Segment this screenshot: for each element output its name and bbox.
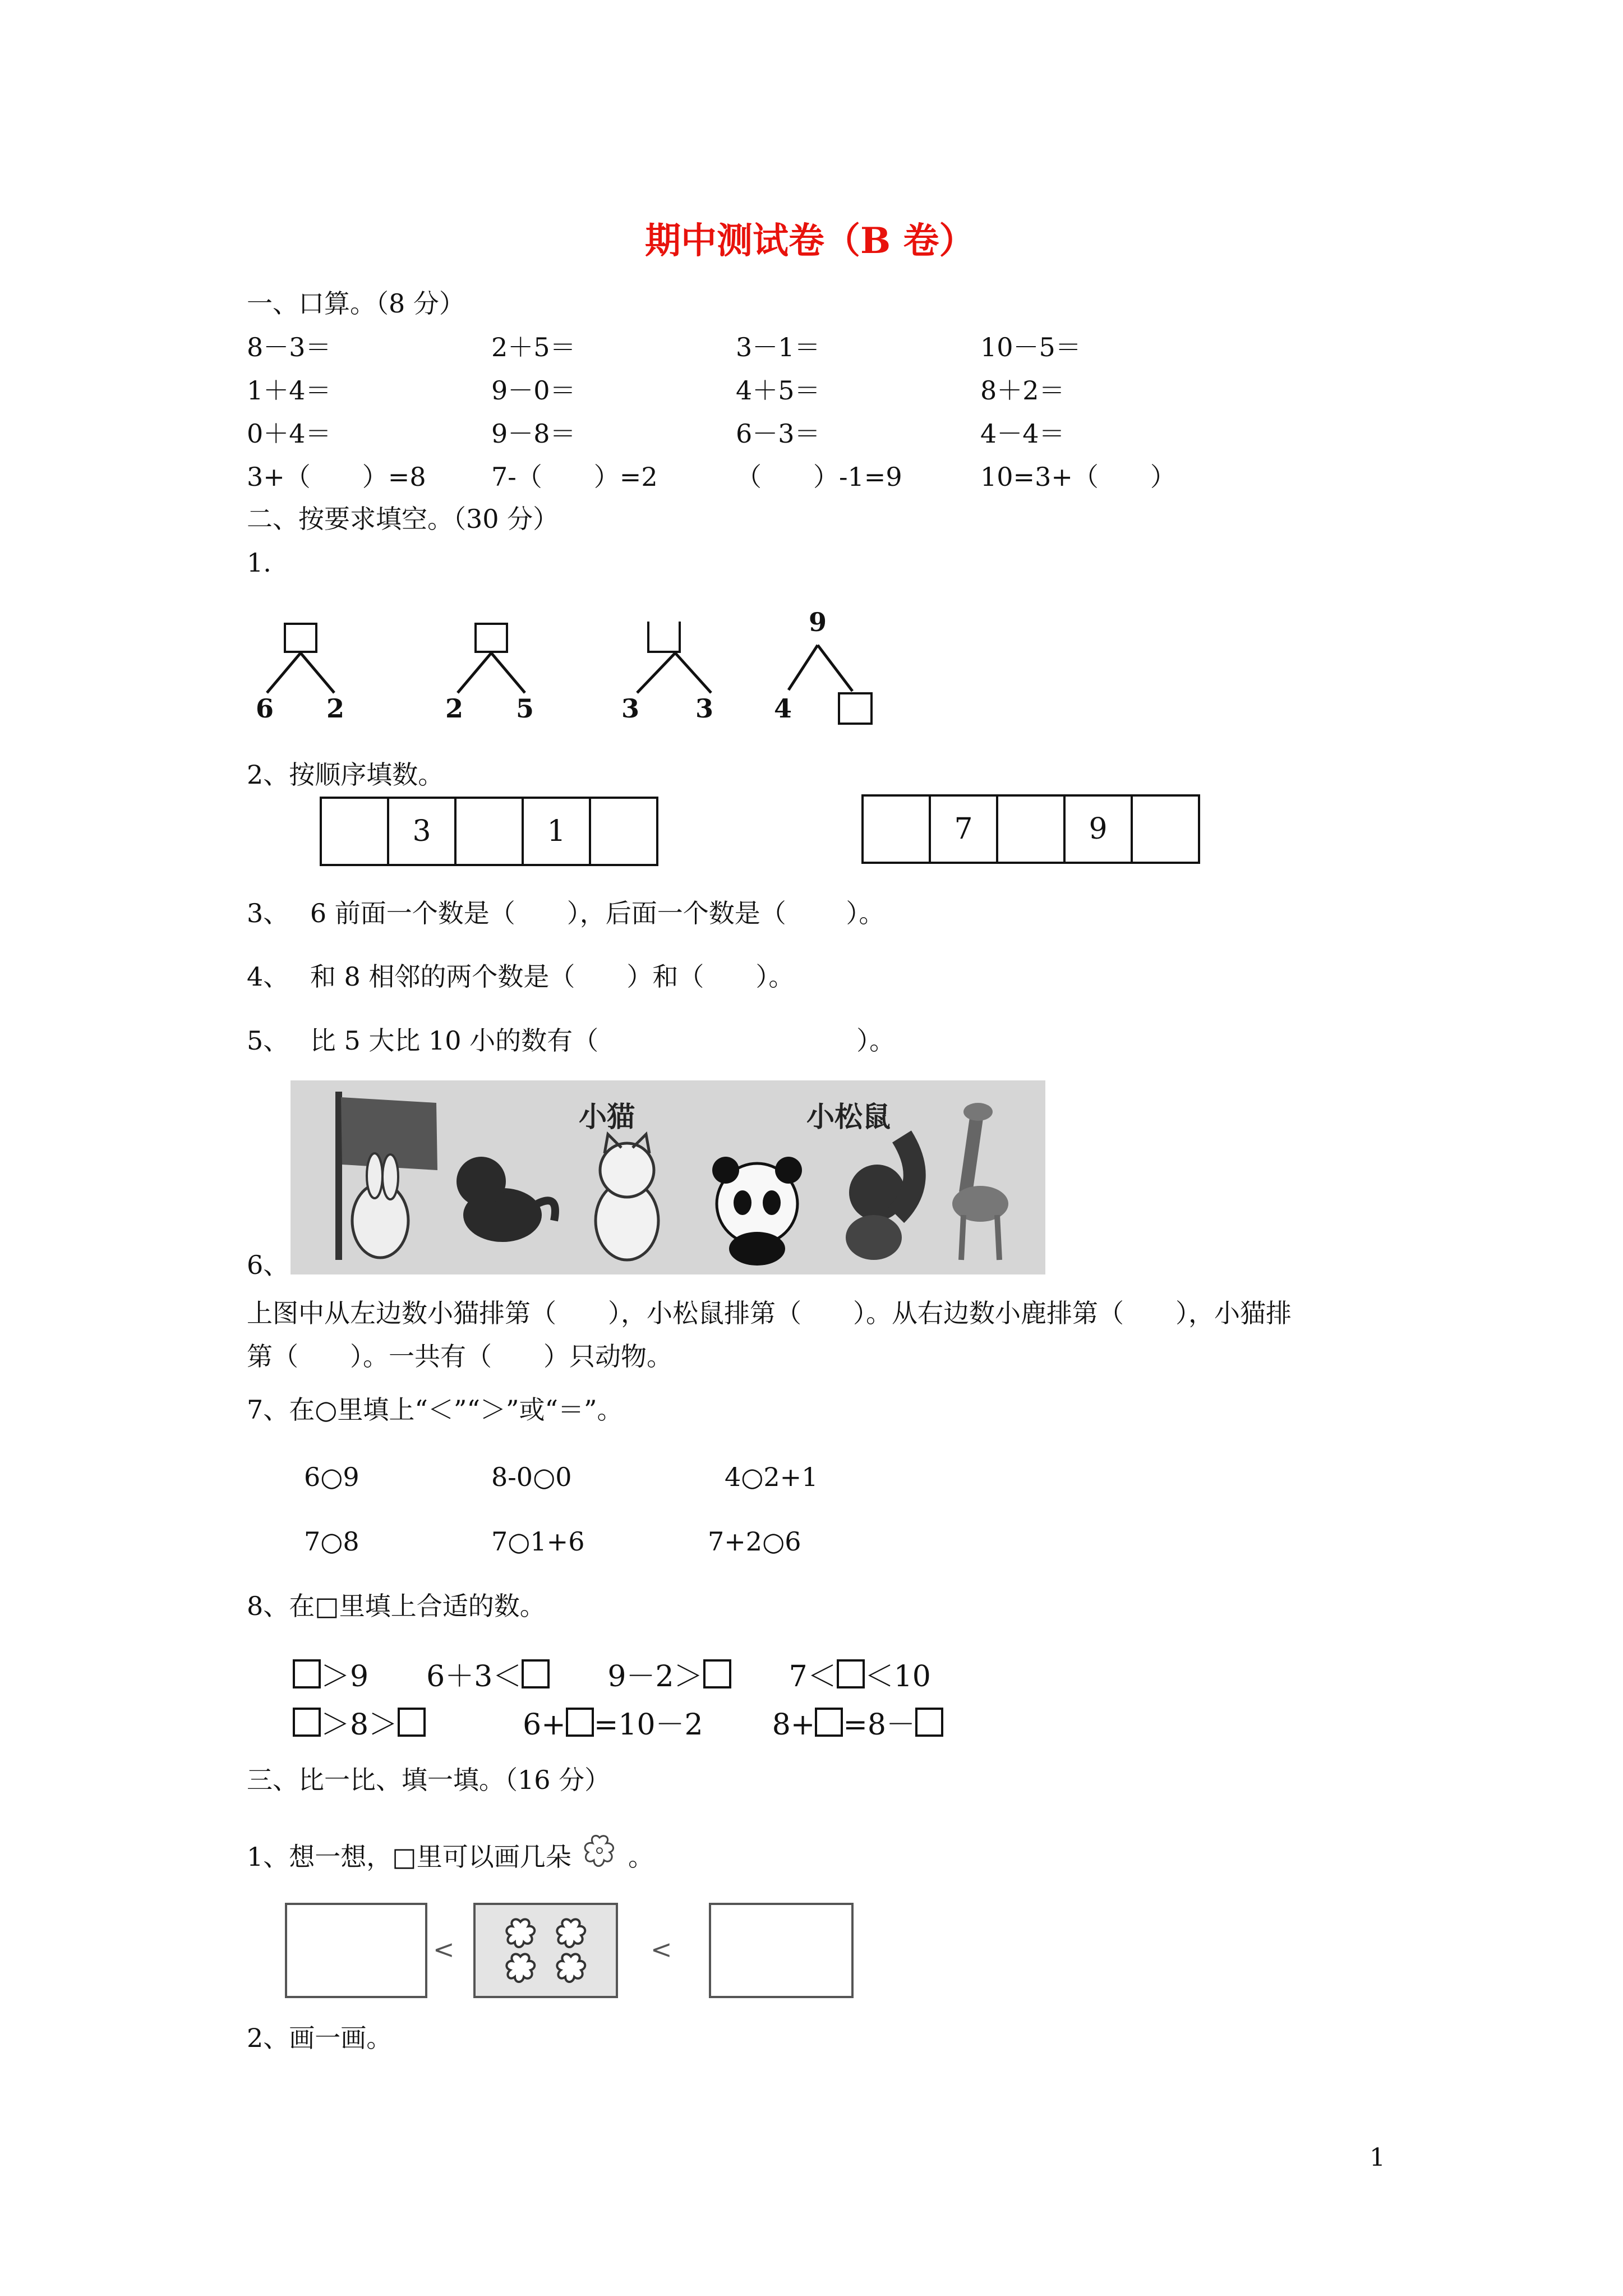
sequence-cell[interactable] bbox=[996, 794, 1066, 864]
less-than-sign: < bbox=[433, 1934, 455, 1964]
sequence-strip-2 bbox=[861, 794, 1209, 864]
answer-box-right[interactable] bbox=[709, 1903, 854, 1998]
compare-item: 6○9 bbox=[304, 1462, 359, 1492]
section3-heading: 三、比一比、填一填。（16 分） bbox=[247, 1765, 611, 1795]
bond-top-number: 9 bbox=[809, 607, 827, 637]
calc-3-2: 9－8＝ bbox=[491, 418, 576, 449]
compare-item: 7○8 bbox=[304, 1526, 359, 1557]
label-cat: 小猫 bbox=[579, 1101, 635, 1133]
question-5: 5、 比 5 大比 10 小的数有（ ）。 bbox=[247, 1025, 896, 1056]
bond-left-number: 3 bbox=[621, 693, 640, 724]
q6-line1: 上图中从左边数小猫排第（ ），小松鼠排第（ ）。从右边数小鹿排第（ ），小猫排 bbox=[247, 1298, 1292, 1328]
animals-photo bbox=[291, 1080, 1045, 1274]
sequence-cell[interactable]: 3 bbox=[387, 797, 457, 866]
page-number: 1 bbox=[1370, 2143, 1385, 2172]
bond-left-number: 6 bbox=[256, 693, 274, 724]
q2-label: 2、按顺序填数。 bbox=[247, 760, 444, 790]
blank-box[interactable] bbox=[398, 1708, 426, 1737]
number-bond-1 bbox=[247, 606, 370, 729]
sequence-cell[interactable] bbox=[1131, 794, 1200, 864]
q6-label: 6、 bbox=[247, 1250, 289, 1280]
calc-2-1: 1＋4＝ bbox=[247, 375, 331, 406]
calc-4-1: 3+（ ）=8 bbox=[247, 462, 426, 492]
flower-group bbox=[476, 1905, 616, 1996]
calc-3-1: 0＋4＝ bbox=[247, 418, 331, 449]
q1-label: 1. bbox=[247, 547, 271, 578]
blank-box[interactable] bbox=[915, 1708, 943, 1737]
sequence-cell[interactable] bbox=[454, 797, 524, 866]
answer-box-left[interactable] bbox=[285, 1903, 427, 1998]
sequence-cell[interactable] bbox=[589, 797, 658, 866]
sequence-cell[interactable]: 1 bbox=[522, 797, 591, 866]
bond-right-number: 5 bbox=[516, 693, 534, 724]
s3-q2: 2、画一画。 bbox=[247, 2023, 393, 2053]
number-bond-2 bbox=[428, 606, 552, 729]
calc-1-2: 2＋5＝ bbox=[491, 332, 576, 362]
q8-label: 8、在□里填上合适的数。 bbox=[247, 1591, 546, 1621]
number-bond-4 bbox=[768, 606, 914, 735]
question-3: 3、 6 前面一个数是（ ），后面一个数是（ ）。 bbox=[247, 898, 885, 928]
compare-item: 7+2○6 bbox=[708, 1526, 801, 1557]
section2-heading: 二、按要求填空。（30 分） bbox=[247, 504, 559, 534]
compare-item: 8-0○0 bbox=[491, 1462, 572, 1492]
blank-box[interactable] bbox=[293, 1659, 321, 1688]
sequence-strip-1 bbox=[320, 797, 667, 866]
calc-3-4: 4－4＝ bbox=[980, 418, 1065, 449]
blank-box[interactable] bbox=[293, 1708, 321, 1737]
animals-illustration bbox=[291, 1080, 1045, 1274]
q6-line2: 第（ ）。一共有（ ）只动物。 bbox=[247, 1341, 672, 1372]
calc-2-2: 9－0＝ bbox=[491, 375, 576, 406]
bond-right-number: 2 bbox=[326, 693, 345, 724]
blank-box[interactable] bbox=[815, 1708, 843, 1737]
page-title: 期中测试卷（B 卷） bbox=[645, 220, 975, 262]
label-squirrel: 小松鼠 bbox=[806, 1101, 891, 1133]
calc-1-4: 10－5＝ bbox=[980, 332, 1081, 362]
calc-4-4: 10=3+（ ） bbox=[980, 462, 1176, 492]
calc-1-3: 3－1＝ bbox=[736, 332, 820, 362]
compare-item: 7○1+6 bbox=[491, 1526, 585, 1557]
calc-4-3: （ ）-1=9 bbox=[736, 462, 902, 492]
less-than-sign: < bbox=[651, 1934, 672, 1964]
bond-left-number: 4 bbox=[774, 693, 792, 724]
blank-box[interactable] bbox=[566, 1708, 594, 1737]
s3-q1: 1、想一想，□里可以画几朵 。 bbox=[247, 1833, 654, 1870]
bond-right-number: 3 bbox=[695, 693, 714, 724]
blank-box[interactable] bbox=[837, 1659, 865, 1688]
section1-heading: 一、口算。（8 分） bbox=[247, 288, 465, 319]
sequence-cell[interactable]: 9 bbox=[1063, 794, 1133, 864]
sequence-cell[interactable]: 7 bbox=[929, 794, 998, 864]
blank-box[interactable] bbox=[703, 1659, 731, 1688]
question-4: 4、 和 8 相邻的两个数是（ ）和（ ）。 bbox=[247, 961, 795, 992]
flower-icon bbox=[579, 1833, 620, 1869]
flower-box bbox=[473, 1903, 618, 1998]
blank-box[interactable] bbox=[522, 1659, 550, 1688]
bond-right-box[interactable] bbox=[838, 692, 873, 725]
sequence-cell[interactable] bbox=[861, 794, 931, 864]
calc-2-4: 8＋2＝ bbox=[980, 375, 1065, 406]
calc-4-2: 7-（ ）=2 bbox=[491, 462, 658, 492]
number-bond-3 bbox=[611, 606, 735, 729]
inequality-row-2: ＞8＞ 6+ =10－2 8+ =8－ bbox=[293, 1708, 943, 1740]
inequality-row-1: ＞9 6＋3＜ 9－2＞ 7＜ ＜10 bbox=[293, 1659, 931, 1691]
compare-item: 4○2+1 bbox=[725, 1462, 818, 1492]
sequence-cell[interactable] bbox=[320, 797, 389, 866]
calc-3-3: 6－3＝ bbox=[736, 418, 820, 449]
q7-label: 7、在○里填上“＜”“＞”或“＝”。 bbox=[247, 1395, 623, 1425]
calc-2-3: 4＋5＝ bbox=[736, 375, 820, 406]
calc-1-1: 8－3＝ bbox=[247, 332, 331, 362]
bond-left-number: 2 bbox=[445, 693, 464, 724]
